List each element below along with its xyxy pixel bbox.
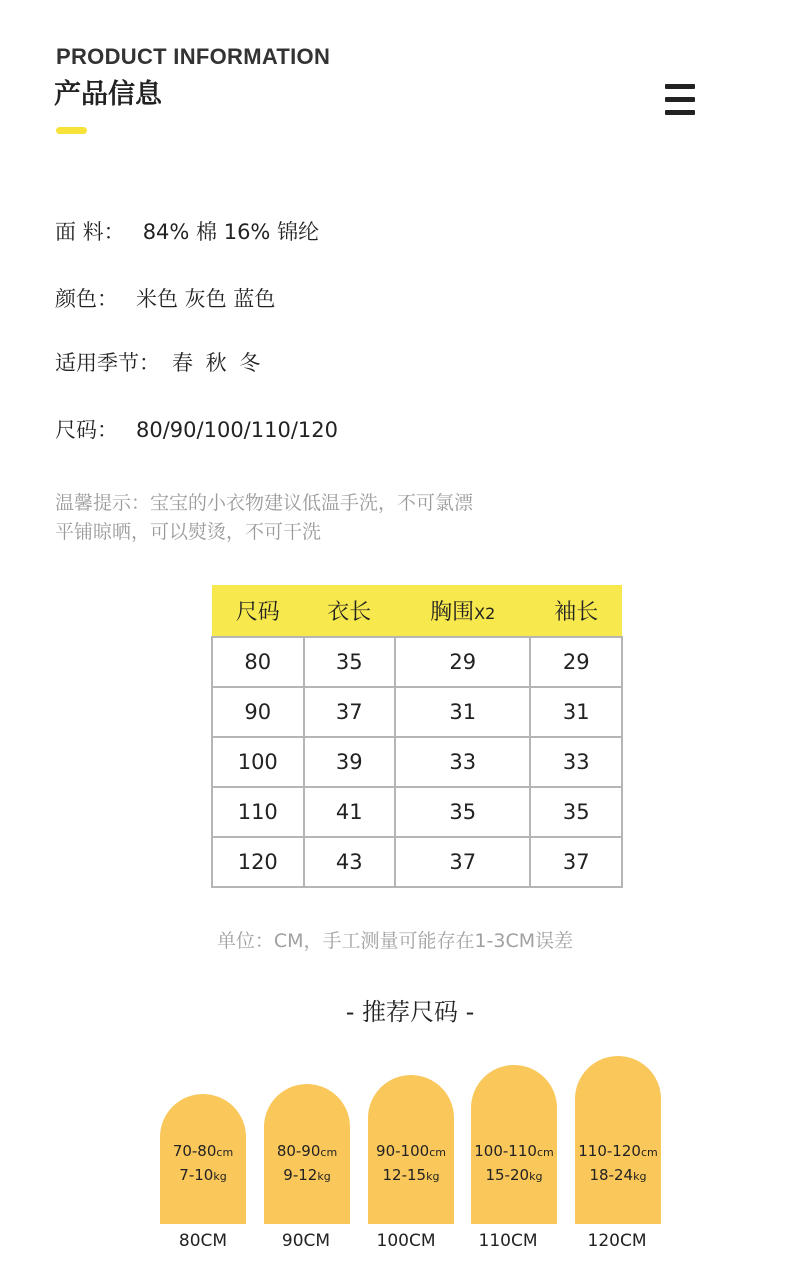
spec-fabric-value: 84% 棉 16% 锦纶 — [142, 220, 320, 244]
care-note-line2: 平铺晾晒，可以熨烫，不可干洗 — [55, 521, 322, 543]
cell-sleeve: 35 — [530, 787, 622, 837]
cell-sleeve: 29 — [530, 637, 622, 687]
header-title-cn: 产品信息 — [54, 79, 162, 110]
spec-season-label: 适用季节： — [55, 351, 160, 375]
card-weight-unit: kg — [529, 1170, 543, 1183]
card-weight-unit: kg — [213, 1170, 227, 1183]
cell-length: 35 — [304, 637, 396, 687]
cell-length: 39 — [304, 737, 396, 787]
card-weight-unit: kg — [317, 1170, 331, 1183]
cell-length: 43 — [304, 837, 396, 887]
card-weight-unit: kg — [426, 1170, 440, 1183]
header-chest-suffix: X2 — [474, 604, 496, 623]
card-weight-unit: kg — [633, 1170, 647, 1183]
table-row — [212, 687, 622, 737]
cell-sleeve: 31 — [530, 687, 622, 737]
unit-note: 单位：CM，手工测量可能存在1-3CM误差 — [216, 930, 574, 952]
card-height-unit: cm — [320, 1146, 338, 1159]
spec-color — [55, 283, 275, 313]
table-row — [212, 637, 622, 687]
care-note-line1: 温馨提示：宝宝的小衣物建议低温手洗，不可氯漂 — [55, 492, 474, 514]
cell-chest: 37 — [395, 837, 530, 887]
table-row — [212, 837, 622, 887]
recommend-card — [264, 1084, 350, 1224]
spec-season-value: 春 秋 冬 — [172, 351, 264, 375]
card-height-unit: cm — [429, 1146, 446, 1159]
header-sleeve: 袖长 — [530, 585, 622, 637]
cell-size: 100 — [212, 737, 304, 787]
spec-size-label: 尺码： — [55, 418, 118, 442]
card-height: 90-100 — [376, 1142, 430, 1160]
header-accent-bar — [56, 127, 87, 134]
card-weight: 15-20 — [485, 1166, 530, 1184]
cell-chest: 35 — [395, 787, 530, 837]
spec-size-value: 80/90/100/110/120 — [136, 418, 338, 442]
cell-length: 37 — [304, 687, 396, 737]
recommend-label: 100CM — [376, 1231, 436, 1251]
cell-size: 110 — [212, 787, 304, 837]
recommend-card — [368, 1075, 454, 1224]
recommend-title: - 推荐尺码 - — [345, 998, 475, 1026]
card-height: 100-110 — [474, 1142, 537, 1160]
card-height-unit: cm — [536, 1146, 554, 1159]
spec-season — [55, 347, 263, 377]
cell-size: 90 — [212, 687, 304, 737]
recommend-label: 120CM — [587, 1231, 647, 1251]
cell-sleeve: 33 — [530, 737, 622, 787]
care-note — [55, 489, 555, 547]
cell-length: 41 — [304, 787, 396, 837]
cell-chest: 29 — [395, 637, 530, 687]
card-weight: 7-10 — [179, 1166, 214, 1184]
table-row — [212, 787, 622, 837]
header-size: 尺码 — [212, 585, 304, 637]
spec-size — [55, 414, 338, 444]
table-row — [212, 737, 622, 787]
recommend-card-range — [264, 1140, 350, 1188]
size-table — [211, 585, 623, 888]
recommend-label: 110CM — [478, 1231, 538, 1251]
card-height-unit: cm — [640, 1146, 658, 1159]
header-title-en: PRODUCT INFORMATION — [56, 44, 331, 69]
recommend-card — [575, 1056, 661, 1224]
recommend-card-range — [471, 1140, 557, 1188]
size-table-header-row — [212, 585, 622, 637]
spec-fabric-label: 面 料： — [55, 220, 125, 244]
cell-size: 80 — [212, 637, 304, 687]
recommend-card-range — [160, 1140, 246, 1188]
recommend-card — [471, 1065, 557, 1224]
header-chest-label: 胸围 — [430, 600, 475, 625]
recommend-label: 80CM — [178, 1231, 228, 1251]
card-height: 110-120 — [578, 1142, 641, 1160]
hamburger-menu-icon[interactable] — [665, 84, 695, 116]
card-height: 70-80 — [172, 1142, 217, 1160]
cell-chest: 33 — [395, 737, 530, 787]
recommend-label: 90CM — [281, 1231, 331, 1251]
card-weight: 12-15 — [382, 1166, 427, 1184]
spec-color-label: 颜色： — [55, 287, 118, 311]
spec-fabric — [55, 216, 319, 246]
card-weight: 9-12 — [283, 1166, 318, 1184]
header-chest — [395, 585, 530, 637]
card-height: 80-90 — [276, 1142, 321, 1160]
recommend-card — [160, 1094, 246, 1224]
cell-size: 120 — [212, 837, 304, 887]
cell-sleeve: 37 — [530, 837, 622, 887]
card-height-unit: cm — [216, 1146, 234, 1159]
cell-chest: 31 — [395, 687, 530, 737]
header-length: 衣长 — [304, 585, 396, 637]
recommend-card-range — [575, 1140, 661, 1188]
card-weight: 18-24 — [589, 1166, 634, 1184]
spec-color-value: 米色 灰色 蓝色 — [136, 287, 276, 311]
recommend-card-range — [368, 1140, 454, 1188]
